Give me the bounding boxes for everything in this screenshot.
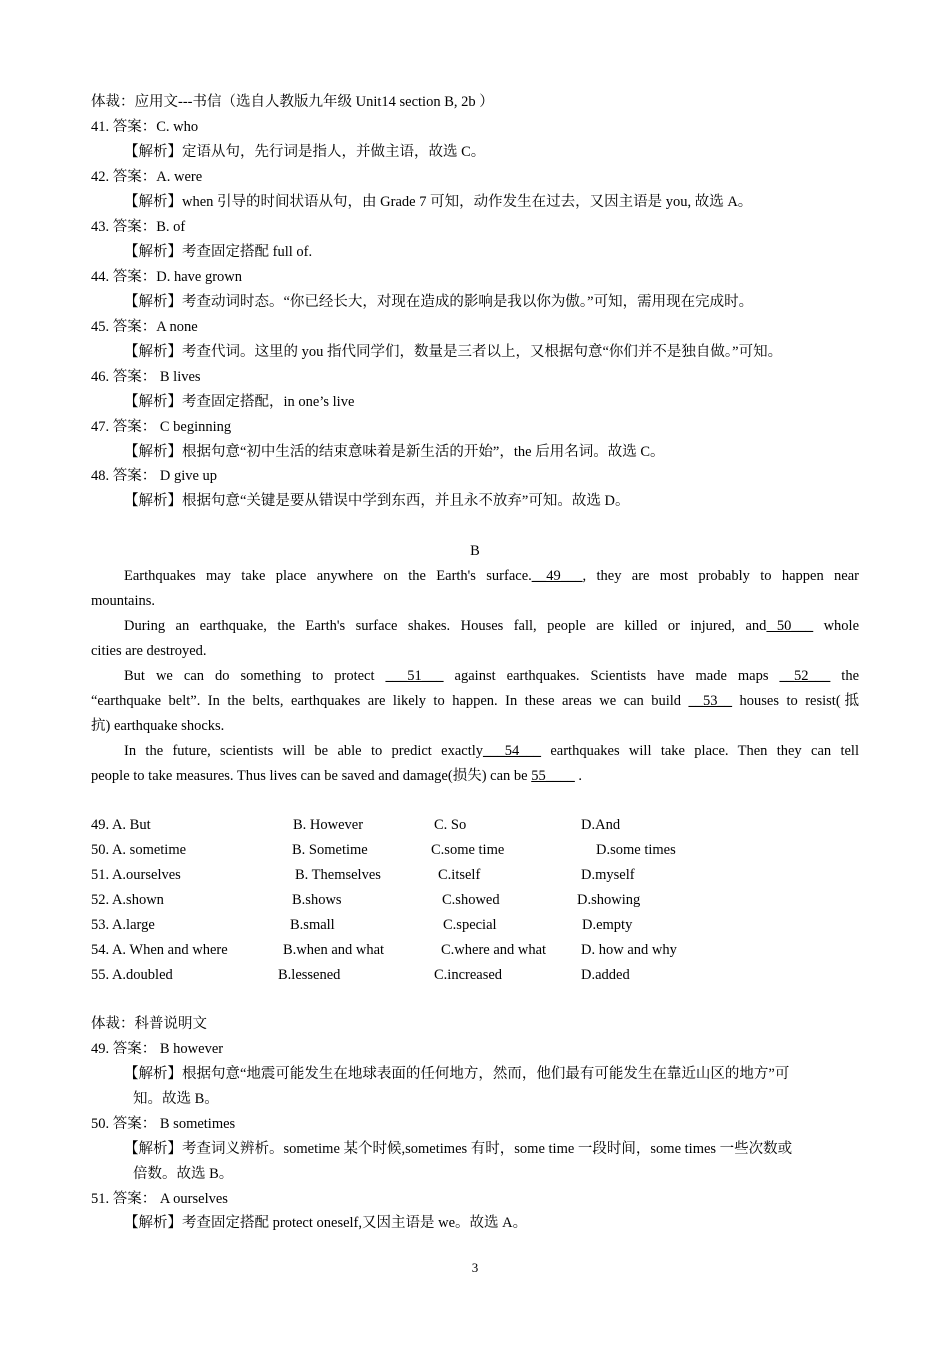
passage-line-9 [91, 766, 582, 786]
option-d: D. how and why [581, 942, 677, 958]
passage-text: the [830, 668, 860, 684]
option-b: B. However [293, 817, 364, 833]
option-a: 51. A.ourselves [91, 867, 181, 883]
option-a: 49. A. But [91, 817, 151, 833]
passage-text: , they are most probably to happen near [582, 568, 859, 584]
analysis-50-line-1: 【解析】考查词义辨析。sometime 某个时候,sometimes 有时，some time 一段时间，some times 一些次数或 [124, 1141, 793, 1157]
blank-54: ___54___ [483, 743, 542, 759]
blank-55: 55____ [531, 768, 575, 784]
analysis-41: 【解析】定语从句，先行词是指人，并做主语，故选 C。 [124, 144, 486, 160]
passage-text: whole [813, 618, 860, 634]
passage-line-8 [124, 741, 859, 761]
answer-42: 42. 答案：A. were [91, 169, 203, 185]
analysis-44: 【解析】考查动词时态。“你已经长大，对现在造成的影响是我以你为傲。”可知，需用现在完成时。 [124, 294, 754, 310]
analysis-50-line-2: 倍数。故选 B。 [133, 1166, 234, 1182]
option-d: D.myself [581, 867, 635, 883]
option-b: B.when and what [283, 942, 385, 958]
passage-line-6 [91, 691, 859, 711]
passage-text: against earthquakes. Scientists have made maps [443, 668, 769, 684]
analysis-48: 【解析】根据句意“关键是要从错误中学到东西，并且永不放弃”可知。故选 D。 [124, 493, 630, 509]
blank-51: ___51___ [385, 668, 444, 684]
option-d: D.showing [577, 892, 641, 908]
passage-text: . [574, 768, 582, 784]
answer-50: 50. 答案： B sometimes [91, 1116, 236, 1132]
analysis-42: 【解析】when 引导的时间状语从句，由 Grade 7 可知，动作发生在过去，又因主语是 you, 故选 A。 [124, 194, 753, 210]
answer-51: 51. 答案： A ourselves [91, 1191, 228, 1207]
passage-line-4: cities are destroyed. [91, 643, 207, 659]
option-b: B.lessened [278, 967, 341, 983]
analysis-46: 【解析】考查固定搭配，in one’s live [124, 394, 355, 410]
answer-44: 44. 答案：D. have grown [91, 269, 243, 285]
option-c: C. So [434, 817, 467, 833]
option-b: B. Sometime [292, 842, 368, 858]
answer-49: 49. 答案： B however [91, 1041, 224, 1057]
analysis-49-line-2: 知。故选 B。 [133, 1091, 219, 1107]
blank-52: __52___ [779, 668, 831, 684]
analysis-49-line-1: 【解析】根据句意“地震可能发生在地球表面的任何地方，然而，他们最有可能发生在靠近山区的地方”可 [124, 1066, 790, 1082]
option-c: C.special [443, 917, 497, 933]
analysis-43: 【解析】考查固定搭配 full of. [124, 244, 313, 260]
option-a: 55. A.doubled [91, 967, 173, 983]
blank-50: 50___ [766, 618, 814, 634]
passage-line-3 [124, 616, 859, 636]
option-c: C.increased [434, 967, 503, 983]
passage-text: “earthquake belt”. In the belts, earthquakes are likely to happen. In these areas we can build [91, 693, 682, 709]
passage-text: people to take measures. Thus lives can be saved and damage(损失) can be [91, 768, 528, 784]
passage-line-5 [124, 666, 859, 686]
option-a: 52. A.shown [91, 892, 164, 908]
answer-41: 41. 答案：C. who [91, 119, 199, 135]
analysis-45: 【解析】考查代词。这里的 you 指代同学们，数量是三者以上，又根据句意“你们并不是独自做。”可知。 [124, 344, 783, 360]
option-d: D.And [581, 817, 621, 833]
answer-46: 46. 答案： B lives [91, 369, 201, 385]
option-c: C.where and what [441, 942, 547, 958]
option-d: D.added [581, 967, 630, 983]
passage-line-7: 抗) earthquake shocks. [91, 718, 225, 734]
blank-49: __49___ [531, 568, 583, 584]
option-d: D.empty [582, 917, 633, 933]
passage-text: Earthquakes may take place anywhere on the Earth's surface. [124, 568, 532, 584]
passage-text: houses to resist(抵 [732, 693, 860, 709]
option-c: C.showed [442, 892, 500, 908]
answer-47: 47. 答案： C beginning [91, 419, 232, 435]
genre-heading-science: 体裁：科普说明文 [91, 1016, 207, 1032]
answer-43: 43. 答案：B. of [91, 219, 186, 235]
analysis-47: 【解析】根据句意“初中生活的结束意味着是新生活的开始”，the 后用名词。故选 C。 [124, 444, 665, 460]
option-a: 50. A. sometime [91, 842, 187, 858]
passage-text: During an earthquake, the Earth's surface shakes. Houses fall, people are killed or injured, and [124, 618, 767, 634]
genre-heading-letter: 体裁：应用文---书信（选自人教版九年级 Unit14 section B, 2b ） [91, 94, 494, 110]
page-number: 3 [471, 1260, 479, 1275]
section-title: B [470, 543, 480, 559]
passage-text: earthquakes will take place. Then they can tell [541, 743, 859, 759]
analysis-51: 【解析】考查固定搭配 protect oneself,又因主语是 we。故选 A。 [124, 1215, 528, 1231]
option-d: D.some times [596, 842, 676, 858]
answer-48: 48. 答案： D give up [91, 468, 218, 484]
option-b: B.small [290, 917, 335, 933]
option-b: B.shows [292, 892, 342, 908]
passage-line-1 [124, 566, 859, 586]
blank-53: __53__ [688, 693, 733, 709]
option-a: 53. A.large [91, 917, 155, 933]
passage-text: In the future, scientists will be able to predict exactly [124, 743, 484, 759]
option-a: 54. A. When and where [91, 942, 228, 958]
passage-line-2: mountains. [91, 593, 156, 609]
option-c: C.some time [431, 842, 505, 858]
option-c: C.itself [438, 867, 481, 883]
answer-45: 45. 答案：A none [91, 319, 198, 335]
option-b: B. Themselves [295, 867, 381, 883]
passage-text: But we can do something to protect [124, 668, 375, 684]
